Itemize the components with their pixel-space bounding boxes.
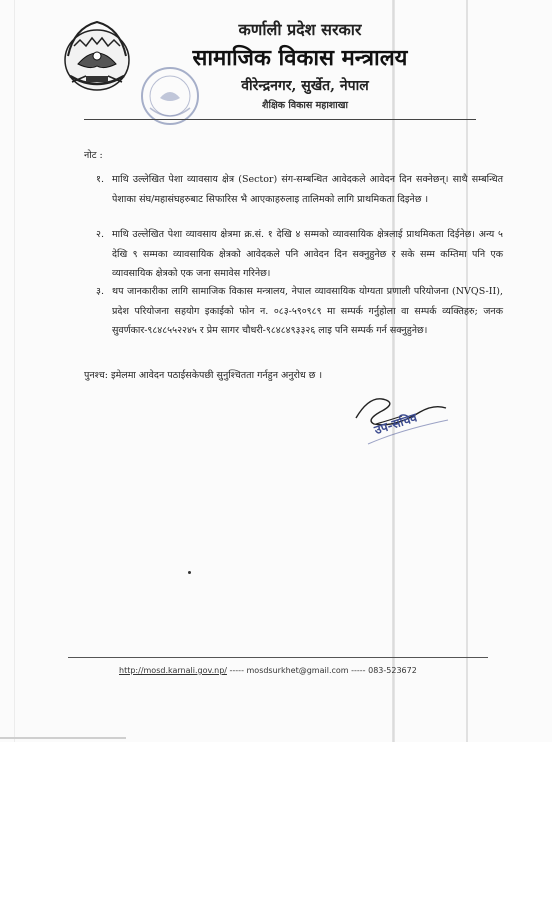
note-item-text: माथि उल्लेखित पेशा व्यावसाय क्षेत्रमा क्र.सं. १ देखि ४ सम्मको व्यावसायिक क्षेत्रलाई प्राथमिकता दिईनेछ। अन्य ५ देखि ९ सम्मका व्यावसायिक क्षेत्रको आवेदकले पनि आवेदन दिन सक्नुहुनेछ र सके सम्म कम्तिमा पनि एक व्यावसायिक क्षेत्रको एक जना समावेस गरिनेछ।	[112, 229, 503, 279]
postscript: पुनश्च: इमेलमा आवेदन पठाईसकेपछी सुनुश्चितता गर्नहुन अनुरोध छ ।	[84, 370, 323, 381]
designation-stamp: उप-सचिव	[372, 410, 419, 438]
footer-separator: -----	[229, 666, 244, 675]
note-item-number: २.	[96, 229, 104, 240]
footer-separator: -----	[351, 666, 366, 675]
footer-contact	[119, 666, 479, 675]
header-section: शैक्षिक विकास महाशाखा	[262, 100, 348, 111]
header-ministry-name: सामाजिक विकास मन्त्रालय	[192, 45, 408, 71]
note-item	[96, 170, 503, 209]
note-item	[96, 225, 503, 284]
note-item-number: १.	[96, 174, 104, 185]
header-divider	[84, 119, 476, 120]
scan-artifact-line	[14, 0, 15, 742]
nepal-emblem-icon	[60, 16, 134, 94]
scan-edge	[0, 737, 126, 739]
header-address: वीरेन्द्रनगर, सुर्खेत, नेपाल	[241, 78, 369, 94]
footer-divider	[68, 657, 488, 658]
footer-email[interactable]: mosdsurkhet@gmail.com	[246, 666, 349, 675]
header-province: कर्णाली प्रदेश सरकार	[238, 20, 362, 39]
footer-phone: 083-523672	[368, 666, 417, 675]
website-link[interactable]: http://mosd.karnali.gov.np/	[119, 666, 227, 675]
note-item-number: ३.	[96, 286, 104, 297]
note-item-text: थप जानकारीका लागि सामाजिक विकास मन्त्रालय, नेपाल व्यावसायिक योग्यता प्रणाली परियोजना (NVQS-II), प्रदेश परियोजना सहयोग इकाईको फोन न. ०८३-५९०९८९ मा सम्पर्क गर्नुहोला वा सम्पर्क व्यक्तिहरु; जनक सुवर्णकार-९८४८५५२२४५ र प्रेम सागर चौधरी-९८४८४९३३२६ लाइ पनि सम्पर्क गर्न सक्नुहुनेछ।	[112, 286, 503, 336]
note-item	[96, 282, 503, 341]
note-label: नोट :	[84, 150, 103, 161]
scan-dot-mark	[188, 571, 191, 574]
blank-area	[0, 742, 552, 910]
note-item-text: माथि उल्लेखित पेशा व्यावसाय क्षेत्र (Sector) संग-सम्बन्धित आवेदकले आवेदन दिन सक्नेछन्। साथै सम्बन्धित पेशाका संघ/महासंघहरुबाट सिफारिस भै आएकाहरुलाइ तालिमको लागि प्राथमिकता दिइनेछ ।	[112, 174, 503, 205]
